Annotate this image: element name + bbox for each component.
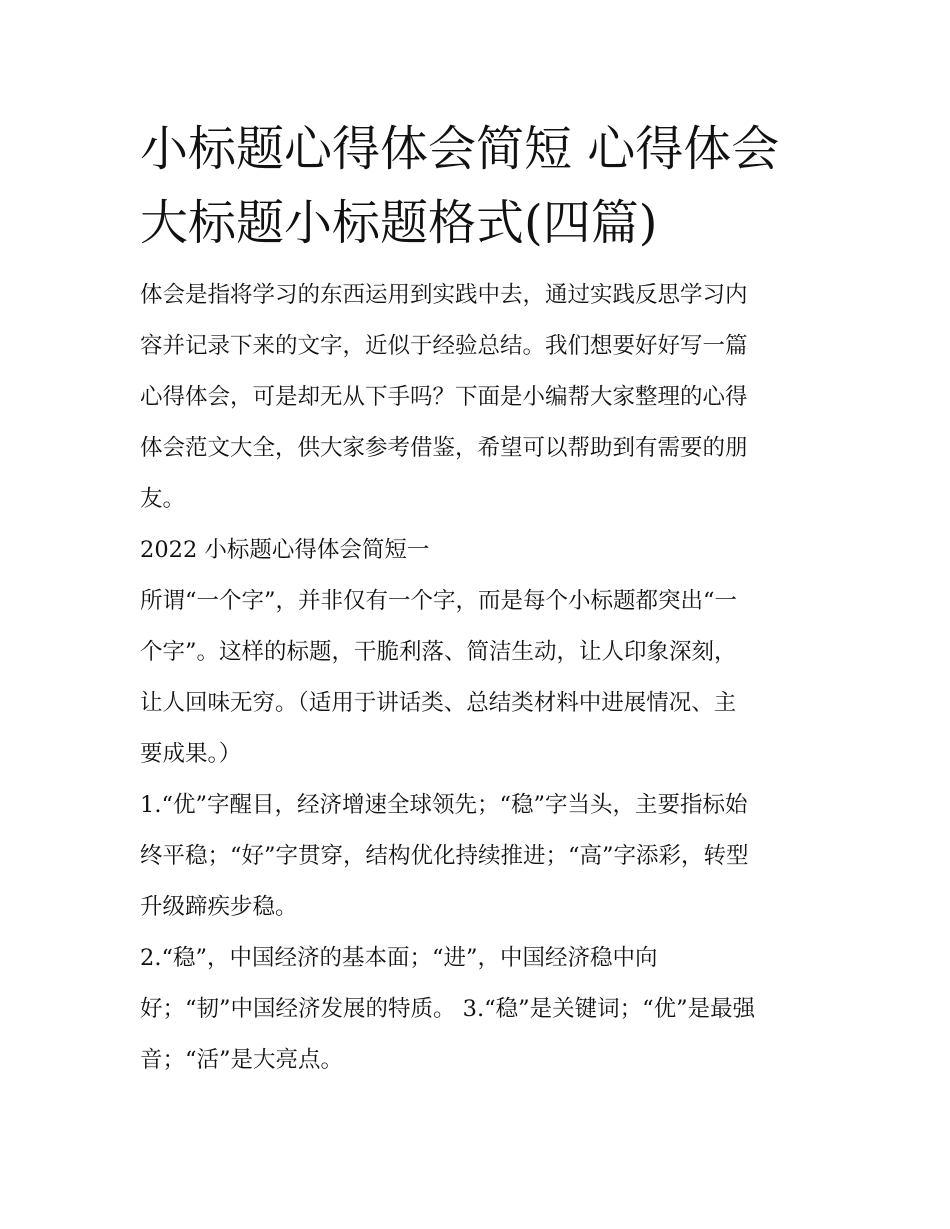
text-line: 体会是指将学习的东西运用到实践中去，通过实践反思学习内 [140,282,748,308]
text-line: 2.“稳”，中国经济的基本面；“进”，中国经济稳中向 [140,945,658,971]
body-paragraph-1 [140,576,812,780]
text-line: 好；“韧”中国经济发展的特质。 3.“稳”是关键词；“优”是最强 [140,996,756,1022]
text-line: 音；“活”是大亮点。 [140,1047,344,1073]
section-heading: 2022 小标题心得体会简短一 [140,537,430,563]
title-line: 大标题小标题格式(四篇) [140,195,658,251]
text-line: 升级蹄疾步稳。 [140,894,298,920]
text-line: 友。 [140,486,186,512]
text-line: 要成果。） [140,741,242,767]
body-paragraph-2 [140,780,812,933]
body-paragraph-3 [140,933,812,1086]
text-line: 终平稳；“好”字贯穿，结构优化持续推进；“高”字添彩，转型 [140,843,749,869]
text-line: 让人回味无穷。（适用于讲话类、总结类材料中进展情况、主 [140,690,737,716]
text-line: 心得体会，可是却无从下手吗？下面是小编帮大家整理的心得 [140,384,748,410]
title-line: 小标题心得体会简短 心得体会 [140,121,780,177]
document-page [140,112,812,1086]
document-title [140,112,812,260]
intro-paragraph [140,270,812,525]
text-line: 个字”。这样的标题，干脆利落、简洁生动，让人印象深刻， [140,639,737,665]
text-line: 体会范文大全，供大家参考借鉴，希望可以帮助到有需要的朋 [140,435,748,461]
text-line: 容并记录下来的文字，近似于经验总结。我们想要好好写一篇 [140,333,748,359]
text-line: 1.“优”字醒目，经济增速全球领先；“稳”字当头，主要指标始 [140,792,748,818]
text-line: 所谓“一个字”，并非仅有一个字，而是每个小标题都突出“一 [140,588,738,614]
